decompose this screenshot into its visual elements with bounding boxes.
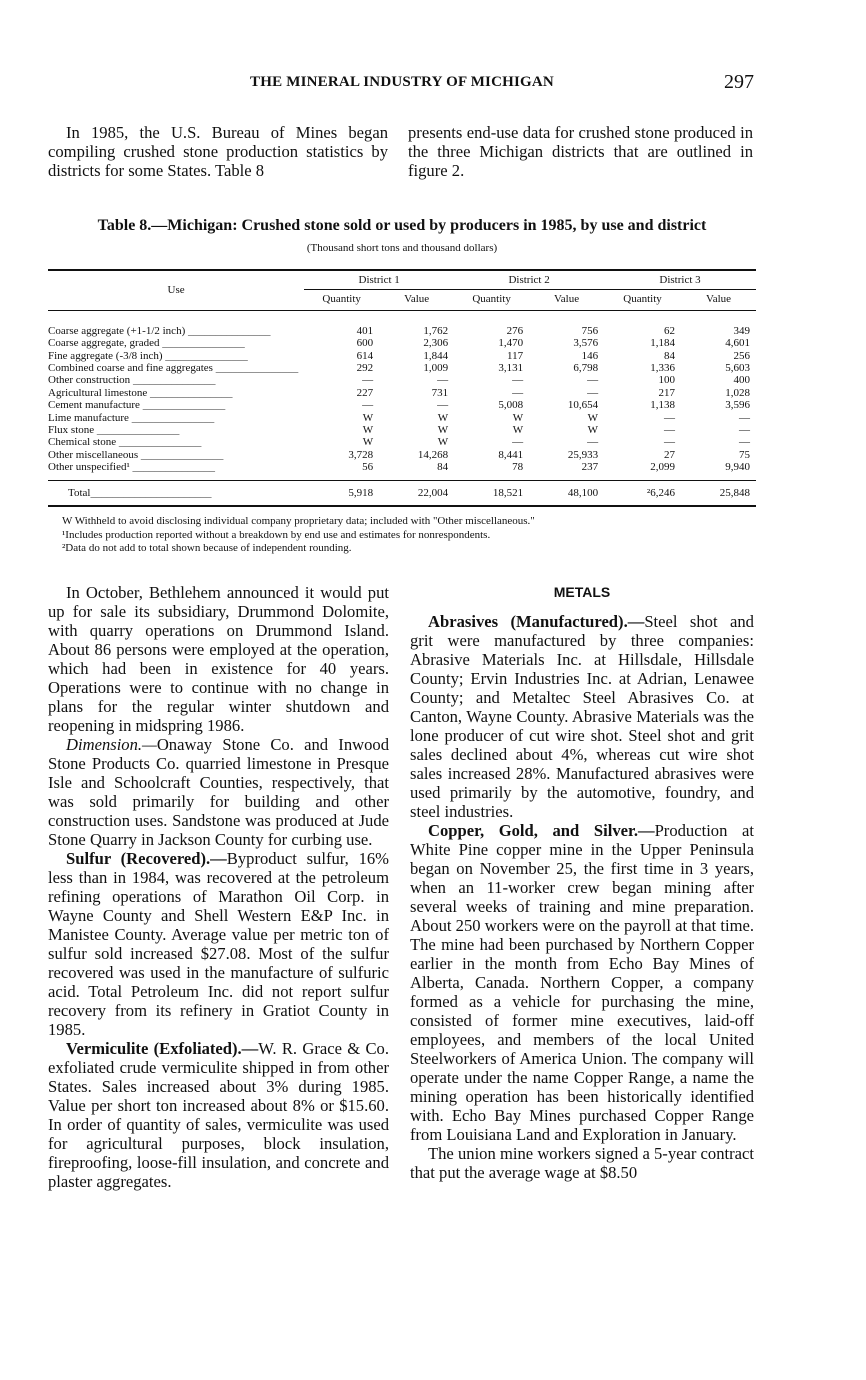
- cell-d2v: —: [587, 436, 599, 449]
- page-number: 297: [724, 71, 754, 93]
- cell-d1q: —: [362, 399, 374, 412]
- table-row: [48, 362, 756, 374]
- cell-d3v: 75: [739, 448, 750, 461]
- cell-d3q: 27: [663, 448, 675, 461]
- cell-d1q: 3,728: [348, 448, 374, 461]
- cell-d3q: 1,336: [650, 362, 675, 375]
- cell-d1v: W: [437, 424, 449, 437]
- cell-d1v: 1,762: [423, 324, 449, 337]
- cell-d2q: —: [512, 436, 524, 449]
- cell-d2q: —: [512, 374, 524, 387]
- cell-d3v: 400: [733, 374, 750, 387]
- table-row: [48, 449, 756, 461]
- total-d2-quantity: 18,521: [454, 480, 529, 506]
- cell-d1q: W: [362, 436, 374, 449]
- cell-d3v: —: [739, 436, 750, 449]
- total-d3-value: 25,848: [681, 480, 756, 506]
- table-row: [48, 424, 756, 436]
- table-row: [48, 350, 756, 362]
- cell-d3v: 3,596: [725, 399, 750, 412]
- footnote-w: W Withheld to avoid disclosing individual company proprietary data; included with "Other miscellaneous.": [62, 515, 535, 527]
- quantity-header: Quantity: [454, 290, 529, 310]
- table-row: [48, 374, 756, 386]
- cell-d1v: W: [437, 411, 449, 424]
- cell-d3v: 4,601: [725, 337, 750, 350]
- total-label: Total______________________: [48, 480, 304, 506]
- cell-d3q: 100: [658, 374, 675, 387]
- cell-d3v: —: [739, 411, 750, 424]
- table-row: [48, 399, 756, 411]
- total-d3-quantity: ²6,246: [604, 480, 681, 506]
- table-row: [48, 436, 756, 448]
- crushed-stone-table: [48, 269, 756, 507]
- cell-d1v: 14,268: [417, 448, 449, 461]
- cell-d3q: 1,138: [650, 399, 675, 412]
- district-1-header: District 1: [304, 270, 454, 290]
- row-use-label: Other construction _______________: [48, 374, 216, 387]
- table-subtitle: (Thousand short tons and thousand dollars): [306, 242, 498, 254]
- row-use-label: Other unspecified¹ _______________: [48, 461, 216, 474]
- district-2-header: District 2: [454, 270, 604, 290]
- cell-d2v: —: [587, 386, 599, 399]
- intro-paragraph-right: presents end-use data for crushed stone produced in the three Michigan districts that are outlined in figure 2.: [408, 123, 753, 180]
- table-row: [48, 412, 756, 424]
- row-use-label: Lime manufacture _______________: [48, 411, 215, 424]
- cell-d1q: 56: [362, 461, 374, 474]
- row-use-label: Cement manufacture _______________: [48, 399, 226, 412]
- value-header: Value: [529, 290, 604, 310]
- table-total-row: [48, 480, 756, 506]
- cell-d2q: —: [512, 386, 524, 399]
- cell-d2v: 6,798: [573, 362, 599, 375]
- paragraph-bethlehem: In October, Bethlehem announced it would put up for sale its subsidiary, Drummond Dolomite, with quarry operations on Drummond Island. About 86 persons were employed at the operation, which had been in existence for 40 years. Operations were to continue with no change in plans for the regular winter shutdown and reopening in midspring 1986.: [48, 583, 389, 735]
- cell-d1q: 600: [356, 337, 374, 350]
- table-row: [48, 387, 756, 399]
- cell-d2v: W: [587, 411, 599, 424]
- cell-d3q: —: [663, 411, 675, 424]
- running-header: [48, 71, 756, 96]
- row-use-label: Agricultural limestone _______________: [48, 386, 233, 399]
- cell-d3v: 349: [733, 324, 750, 337]
- cell-d3q: —: [663, 424, 675, 437]
- cell-d1q: 614: [356, 349, 374, 362]
- footnote-2: ²Data do not add to total shown because of independent rounding.: [62, 542, 352, 554]
- abrasives-heading: Abrasives (Manufactured).—: [428, 612, 645, 631]
- row-use-label: Fine aggregate (-3/8 inch) _______________: [48, 349, 248, 362]
- cell-d2q: 117: [507, 349, 524, 362]
- intro-paragraph-left: In 1985, the U.S. Bureau of Mines began compiling crushed stone production statistics by districts for some States. Table 8: [48, 123, 388, 180]
- value-header: Value: [379, 290, 454, 310]
- cell-d2q: 276: [506, 324, 524, 337]
- cell-d1q: 401: [356, 324, 374, 337]
- cell-d1v: W: [437, 436, 449, 449]
- cell-d3q: 2,099: [650, 461, 675, 474]
- cell-d2q: W: [512, 411, 524, 424]
- total-d2-value: 48,100: [529, 480, 604, 506]
- cell-d3q: 217: [658, 386, 675, 399]
- section-heading-metals: METALS: [553, 584, 611, 600]
- vermiculite-heading: Vermiculite (Exfoliated).—: [66, 1039, 259, 1058]
- cell-d1v: 2,306: [423, 337, 449, 350]
- cell-d2q: 8,441: [498, 448, 524, 461]
- cell-d1v: 1,844: [423, 349, 449, 362]
- row-use-label: Coarse aggregate (+1-1/2 inch) _______________: [48, 324, 271, 337]
- running-title: THE MINERAL INDUSTRY OF MICHIGAN: [250, 74, 554, 90]
- row-use-label: Flux stone _______________: [48, 424, 180, 437]
- paragraph-vermiculite: Vermiculite (Exfoliated).—W. R. Grace & Co. exfoliated crude vermiculite shipped in from other States. Sales increased about 3% during 1985. Value per short ton increased about 8% or $15.60. In order of quantity of sales, vermiculite was used for agricultural purposes, block insulation, fireproofing, loose-fill insulation, and concrete and plaster aggregates.: [48, 1039, 389, 1191]
- cell-d1q: 227: [356, 386, 374, 399]
- dimension-heading: Dimension.—: [66, 735, 157, 754]
- cell-d1v: 1,009: [423, 362, 449, 375]
- cell-d2v: 237: [581, 461, 599, 474]
- cell-d2q: 5,008: [498, 399, 524, 412]
- total-d1-value: 22,004: [379, 480, 454, 506]
- cell-d2v: 10,654: [567, 399, 599, 412]
- paragraph-copper: Copper, Gold, and Silver.—Production at White Pine copper mine in the Upper Peninsula began on November 25, the first time in 3 years, when an 11-worker crew began mining after several weeks of training and mine preparation. About 250 workers were on the payroll at that time. The mine had been purchased by Northern Copper earlier in the month from Echo Bay Mines of Alberta, Canada. Northern Copper, a company formed as a vehicle for purchasing the mine, consisted of former mine executives, laid-off employees, and members of the local United Steelworkers of America Union. The company will operate under the name Copper Range, a name the mining operation has been historically identified with. Echo Bay Mines purchased Copper Range from Louisiana Land and Exploration in January.: [410, 821, 754, 1144]
- cell-d2v: 146: [581, 349, 599, 362]
- cell-d2v: 25,933: [567, 448, 599, 461]
- cell-d2q: 78: [512, 461, 524, 474]
- paragraph-abrasives: Abrasives (Manufactured).—Steel shot and grit were manufactured by three companies: Abrasive Materials Inc. at Hillsdale, Hillsdale County; Ervin Industries Inc. at Adrian, Lenawee County; and Metaltec Steel Abrasives Co. at Canton, Wayne County. Abrasive Materials was the lone producer of cut wire shot. Steel shot and grit sales declined about 4%, whereas cut wire shot sales increased 28%. Manufactured abrasives were used primarily by the automotive, foundry, and steel industries.: [410, 612, 754, 821]
- cell-d1v: —: [437, 374, 449, 387]
- row-use-label: Other miscellaneous _______________: [48, 448, 224, 461]
- cell-d2q: 3,131: [498, 362, 524, 375]
- cell-d2v: 3,576: [573, 337, 599, 350]
- table-body: [48, 310, 756, 480]
- cell-d1q: W: [362, 411, 374, 424]
- cell-d1v: 731: [431, 386, 449, 399]
- table-row: [48, 310, 756, 337]
- cell-d3v: 256: [733, 349, 750, 362]
- quantity-header: Quantity: [304, 290, 379, 310]
- cell-d1q: W: [362, 424, 374, 437]
- sulfur-heading: Sulfur (Recovered).—: [66, 849, 227, 868]
- paragraph-sulfur: Sulfur (Recovered).—Byproduct sulfur, 16% less than in 1984, was recovered at the petroleum refining operations of Marathon Oil Corp. in Wayne County and Shell Western E&P Inc. in Manistee County. Average value per metric ton of sulfur sold increased $27.08. Most of the sulfur recovered was used in the manufacture of sulfuric acid. Total Petroleum Inc. did not report sulfur recovery from its refinery in Gratiot County in 1985.: [48, 849, 389, 1039]
- cell-d2v: —: [587, 374, 599, 387]
- cell-d2v: 756: [581, 324, 599, 337]
- table-title: Table 8.—Michigan: Crushed stone sold or used by producers in 1985, by use and district: [97, 217, 707, 234]
- district-3-header: District 3: [604, 270, 756, 290]
- cell-d1v: —: [437, 399, 449, 412]
- cell-d3q: 1,184: [650, 337, 675, 350]
- paragraph-dimension: Dimension.—Onaway Stone Co. and Inwood Stone Products Co. quarried limestone in Presque Isle and Schoolcraft Counties, respectively, that was sold primarily for building and other construction uses. Sandstone was produced at Jude Stone Quarry in Jackson County for curbing use.: [48, 735, 389, 849]
- use-column-header: Use: [48, 270, 304, 310]
- cell-d3v: 9,940: [725, 461, 750, 474]
- cell-d1v: 84: [437, 461, 449, 474]
- cell-d3q: —: [663, 436, 675, 449]
- intro-right-column: [408, 123, 753, 180]
- cell-d3v: 1,028: [725, 386, 750, 399]
- table-row: [48, 337, 756, 349]
- paragraph-union: The union mine workers signed a 5-year contract that put the average wage at $8.50: [410, 1144, 754, 1182]
- value-header: Value: [681, 290, 756, 310]
- cell-d3v: —: [739, 424, 750, 437]
- row-use-label: Combined coarse and fine aggregates _______________: [48, 362, 299, 375]
- footnote-1: ¹Includes production reported without a breakdown by end use and estimates for nonrespondents.: [62, 528, 491, 541]
- table-row: [48, 461, 756, 480]
- table-footnotes: [62, 515, 752, 556]
- cell-d3q: 62: [663, 324, 675, 337]
- quantity-header: Quantity: [604, 290, 681, 310]
- intro-left-column: [48, 123, 388, 180]
- body-right-column: [410, 583, 754, 1182]
- body-left-column: [48, 583, 389, 1191]
- cell-d3q: 84: [663, 349, 675, 362]
- cell-d3v: 5,603: [725, 362, 750, 375]
- total-d1-quantity: 5,918: [304, 480, 379, 506]
- cell-d1q: —: [362, 374, 374, 387]
- cell-d1q: 292: [356, 362, 374, 375]
- cell-d2v: W: [587, 424, 599, 437]
- cell-d2q: W: [512, 424, 524, 437]
- copper-heading: Copper, Gold, and Silver.—: [428, 821, 655, 840]
- row-use-label: Coarse aggregate, graded _______________: [48, 337, 245, 350]
- row-use-label: Chemical stone _______________: [48, 436, 202, 449]
- cell-d2q: 1,470: [498, 337, 524, 350]
